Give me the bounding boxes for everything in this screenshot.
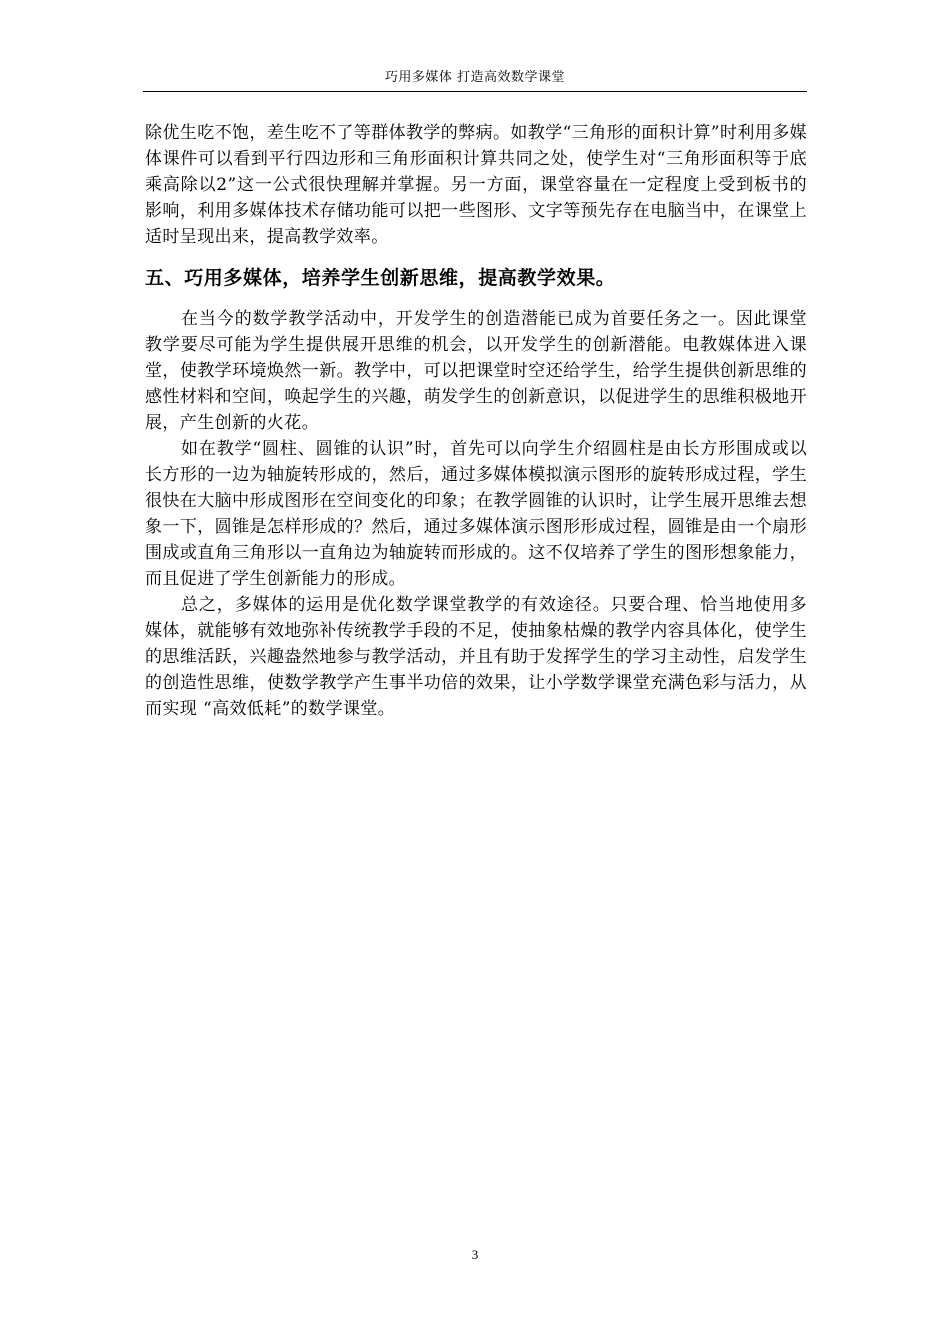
body-paragraph-1: 在当今的数学教学活动中，开发学生的创造潜能已成为首要任务之一。因此课堂教学要尽可能为学生提供展开思维的机会，以开发学生的创新潜能。电教媒体进入课堂，使教学环境焕然一新。教学中，可以把课堂时空还给学生，给学生提供创新思维的感性材料和空间，唤起学生的兴趣，萌发学生的创新意识，以促进学生的思维积极地开展，产生创新的火花。: [145, 309, 807, 433]
page-body: [145, 120, 807, 722]
section-heading: 五、巧用多媒体，培养学生创新思维，提高教学效果。: [145, 267, 616, 289]
page-number: 3: [471, 1247, 479, 1262]
continued-paragraph: 除优生吃不饱，差生吃不了等群体教学的弊病。如教学“三角形的面积计算”时利用多媒体课件可以看到平行四边形和三角形面积计算共同之处，使学生对“三角形面积等于底乘高除以2”这一公式很快理解并掌握。另一方面，课堂容量在一定程度上受到板书的影响，利用多媒体技术存储功能可以把一些图形、文字等预先存在电脑当中，在课堂上适时呈现出来，提高教学效率。: [145, 123, 807, 247]
running-header: 巧用多媒体 打造高效数学课堂: [384, 70, 566, 85]
header-divider: [143, 91, 807, 92]
body-paragraph-3: 总之，多媒体的运用是优化数学课堂教学的有效途径。只要合理、恰当地使用多媒体，就能够有效地弥补传统教学手段的不足，使抽象枯燥的教学内容具体化，使学生的思维活跃，兴趣盎然地参与教学活动，并且有助于发挥学生的学习主动性，启发学生的创造性思维，使数学教学产生事半功倍的效果，让小学数学课堂充满色彩与活力，从而实现 “高效低耗”的数学课堂。: [145, 595, 807, 719]
body-paragraph-2: 如在教学“圆柱、圆锥的认识”时，首先可以向学生介绍圆柱是由长方形围成或以长方形的一边为轴旋转形成的，然后，通过多媒体模拟演示图形的旋转形成过程，学生很快在大脑中形成图形在空间变化的印象；在教学圆锥的认识时，让学生展开思维去想象一下，圆锥是怎样形成的？然后，通过多媒体演示图形形成过程，圆锥是由一个扇形围成或直角三角形以一直角边为轴旋转而形成的。这不仅培养了学生的图形想象能力，而且促进了学生创新能力的形成。: [145, 439, 807, 589]
